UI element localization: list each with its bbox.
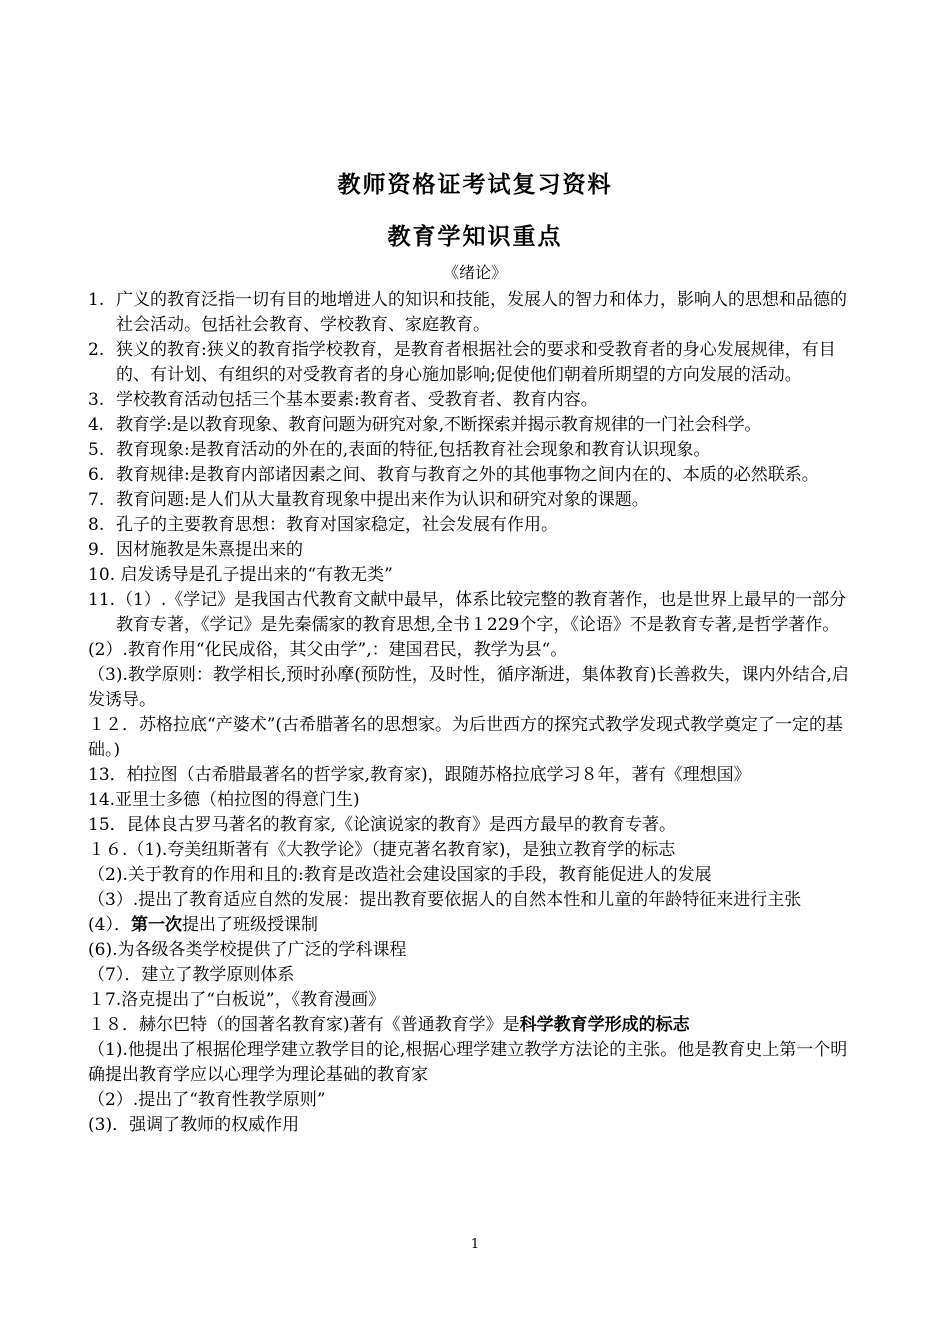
list-item (88, 513, 862, 538)
text-line: （7）．建立了教学原则体系 (88, 965, 295, 985)
text-line-bold (88, 913, 862, 938)
list-text: （1）.《学记》是我国古代教育文献中最早，体系比较完整的教育著作，也是世界上最早的一部分教育专著，《学记》是先秦儒家的教育思想,全书１229个字，《论语》不是教育专著,是哲学著作。 (116, 590, 847, 635)
list-text: 孔子的主要教育思想：教育对国家稳定，社会发展有作用。 (116, 515, 558, 535)
item-11 (88, 588, 862, 638)
bold-text: 第一次 (130, 915, 182, 935)
text-line: 13．柏拉图（古希腊最著名的哲学家,教育家)，跟随苏格拉底学习８年，著有《理想国》 (88, 765, 751, 785)
document-subtitle: 教育学知识重点 (387, 223, 563, 250)
document-title: 教师资格证考试复习资料 (337, 171, 613, 198)
list-item (88, 413, 862, 438)
line-suffix: 提出了班级授课制 (181, 915, 318, 935)
list-text: 教育规律:是教育内部诸因素之间、教育与教育之外的其他事物之间内在的、本质的必然联系。 (116, 465, 819, 485)
list-number: 8. (88, 515, 105, 535)
numbered-list (88, 288, 862, 563)
list-number: 9. (88, 540, 105, 560)
text-line: (3)．强调了教师的权威作用 (88, 1115, 300, 1135)
list-number: 1. (88, 290, 105, 310)
list-item (88, 463, 862, 488)
list-number: 7. (88, 490, 105, 510)
text-line: （2）.提出了“教育性教学原则” (88, 1090, 326, 1110)
text-line: （3).教学原则：教学相长,预时孙摩(预防性，及时性，循序渐进，集体教育)长善救失，课内外结合,启发诱导。 (88, 665, 849, 710)
list-text: 广义的教育泛指一切有目的地增进人的知识和技能，发展人的智力和体力，影响人的思想和品德的社会活动。包括社会教育、学校教育、家庭教育。 (116, 290, 847, 335)
text-line: １２．苏格拉底“产婆术”(古希腊著名的思想家。为后世西方的探究式教学发现式教学奠定了一定的基础。) (88, 715, 844, 760)
list-text: 学校教育活动包括三个基本要素:教育者、受教育者、教育内容。 (116, 390, 598, 410)
text-line: １６.（1).夸美纽斯著有《大教学论》（捷克著名教育家)，是独立教育学的标志 (88, 840, 676, 860)
list-item (88, 288, 862, 338)
list-item (88, 388, 862, 413)
list-item (88, 438, 862, 463)
list-text: 教育学:是以教育现象、教育问题为研究对象,不断探索并揭示教育规律的一门社会科学。 (116, 415, 762, 435)
list-text: 教育问题:是人们从大量教育现象中提出来作为认识和研究对象的课题。 (116, 490, 649, 510)
list-number: 3. (88, 390, 105, 410)
text-line: （3）.提出了教育适应自然的发展：提出教育要依据人的自然本性和儿童的年龄特征来进行主张 (88, 890, 802, 910)
list-item (88, 338, 862, 388)
list-text: 狭义的教育:狭义的教育指学校教育，是教育者根据社会的要求和受教育者的身心发展规律，有目的、有计划、有组织的对受教育者的身心施加影响;促使他们朝着所期望的方向发展的活动。 (116, 340, 836, 385)
text-line-bold (88, 1013, 862, 1038)
line-prefix: １８．赫尔巴特（的国著名教育家)著有《普通教育学》是 (88, 1015, 520, 1035)
list-number: 4. (88, 415, 104, 435)
text-line: （2).关于教育的作用和且的:教育是改造社会建设国家的手段，教育能促进人的发展 (88, 865, 712, 885)
list-text: 教育现象:是教育活动的外在的,表面的特征,包括教育社会现象和教育认识现象。 (116, 440, 711, 460)
list-number: 2. (88, 340, 105, 360)
list-item (88, 488, 862, 513)
text-line: 14.亚里士多德（柏拉图的得意门生) (88, 790, 360, 810)
text-line: 15．昆体良古罗马著名的教育家,《论演说家的教育》是西方最早的教育专著。 (88, 815, 677, 835)
list-text: 因材施教是朱熹提出来的 (116, 540, 303, 560)
text-line: (6).为各级各类学校提供了广泛的学科课程 (88, 940, 407, 960)
list-item (88, 538, 862, 563)
text-line: (2）.教育作用“化民成俗，其父由学”,：建国君民，教学为县“。 (88, 640, 568, 660)
item-10: 10. 启发诱导是孔子提出来的“有教无类” (88, 565, 393, 585)
section-heading: 《绪论》 (442, 263, 507, 282)
page-number: 1 (470, 1237, 480, 1252)
line-prefix: (4）． (88, 915, 131, 935)
bold-text: 科学教育学形成的标志 (519, 1015, 690, 1035)
text-line: １7.洛克提出了“白板说”，《教育漫画》 (88, 990, 386, 1010)
list-number: 11. (88, 590, 116, 610)
text-line: （1).他提出了根据伦理学建立教学目的论,根据心理学建立教学方法论的主张。他是教育史上第一个明确提出教育学应以心理学为理论基础的教育家 (88, 1040, 848, 1085)
list-number: 6. (88, 465, 105, 485)
list-number: 5. (88, 440, 105, 460)
